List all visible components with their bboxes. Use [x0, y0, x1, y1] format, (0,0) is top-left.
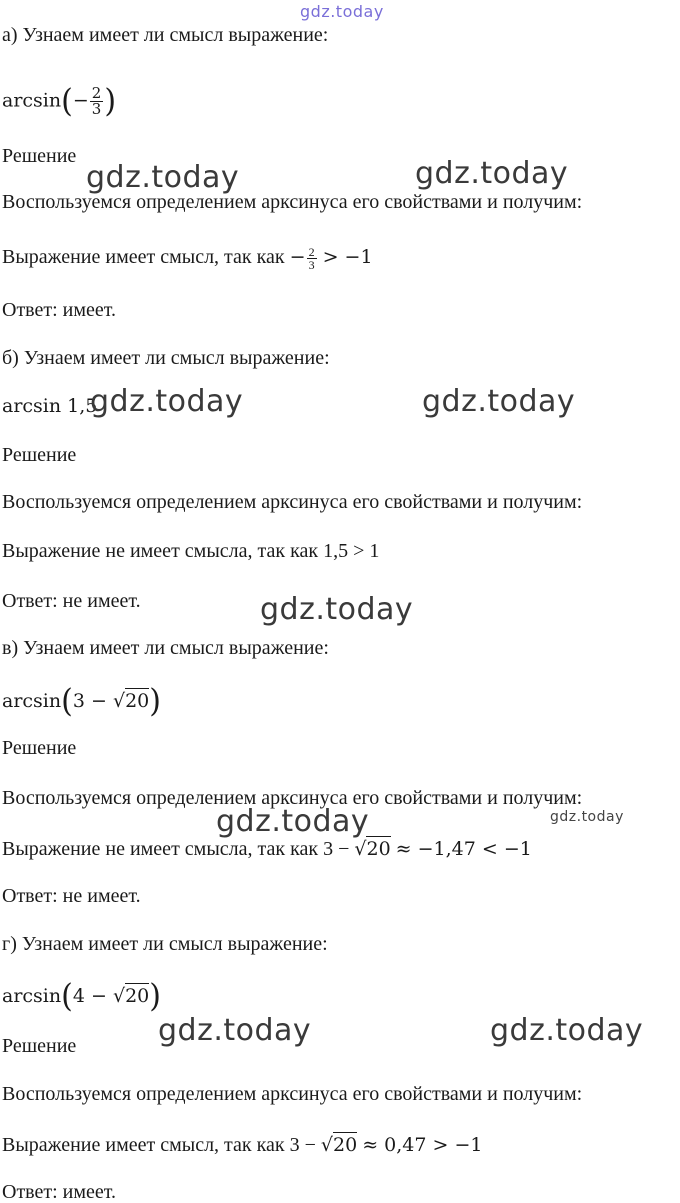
expression-d: arcsin(4 − √20): [2, 978, 161, 1015]
conclusion-c: Выражение не имеет смысла, так как 3 − √20 ≈ −1,47 < −1: [2, 838, 532, 860]
conclusion-a: Выражение имеет смысл, так как − $\frac{2}{3}$ > −1: [2, 245, 373, 272]
question-c: в) Узнаем имеет ли смысл выражение:: [2, 637, 329, 659]
conclusion-d: Выражение имеет смысл, так как 3 − √20 ≈ 0,47 > −1: [2, 1134, 483, 1156]
arcsin-label: arcsin: [2, 89, 62, 112]
solution-label-b: Решение: [2, 444, 77, 466]
answer-a: Ответ: имеет.: [2, 299, 117, 321]
solution-label-c: Решение: [2, 737, 77, 759]
question-b: б) Узнаем имеет ли смысл выражение:: [2, 347, 330, 369]
expression-c: arcsin(3 − √20): [2, 683, 161, 720]
solution-label-d: Решение: [2, 1035, 77, 1057]
watermark: gdz.today: [550, 809, 624, 825]
watermark: gdz.today: [260, 592, 414, 627]
method-a: Воспользуемся определением арксинуса его свойствами и получим:: [2, 191, 583, 213]
watermark: gdz.today: [300, 2, 384, 21]
fraction-2-3: $\frac{2}{3}$: [91, 84, 102, 118]
watermark: gdz.today: [86, 160, 240, 195]
watermark: gdz.today: [490, 1013, 644, 1048]
expression-b: arcsin 1,5: [2, 395, 98, 417]
method-b: Воспользуемся определением арксинуса его свойствами и получим:: [2, 491, 583, 513]
expression-a: arcsin(− $\frac{2}{3}$ ): [2, 82, 117, 120]
method-d: Воспользуемся определением арксинуса его свойствами и получим:: [2, 1083, 583, 1105]
answer-b: Ответ: не имеет.: [2, 590, 141, 612]
watermark: gdz.today: [158, 1013, 312, 1048]
question-d: г) Узнаем имеет ли смысл выражение:: [2, 933, 328, 955]
question-a: а) Узнаем имеет ли смысл выражение:: [2, 24, 329, 46]
conclusion-b: Выражение не имеет смысла, так как 1,5 > 1: [2, 540, 380, 562]
method-c: Воспользуемся определением арксинуса его свойствами и получим:: [2, 787, 583, 809]
watermark: gdz.today: [216, 804, 370, 839]
sqrt-20: √20: [112, 690, 150, 712]
answer-c: Ответ: не имеет.: [2, 885, 141, 907]
answer-d: Ответ: имеет.: [2, 1181, 117, 1203]
solution-label-a: Решение: [2, 145, 77, 167]
watermark: gdz.today: [422, 384, 576, 419]
watermark: gdz.today: [415, 156, 569, 191]
watermark: gdz.today: [90, 384, 244, 419]
